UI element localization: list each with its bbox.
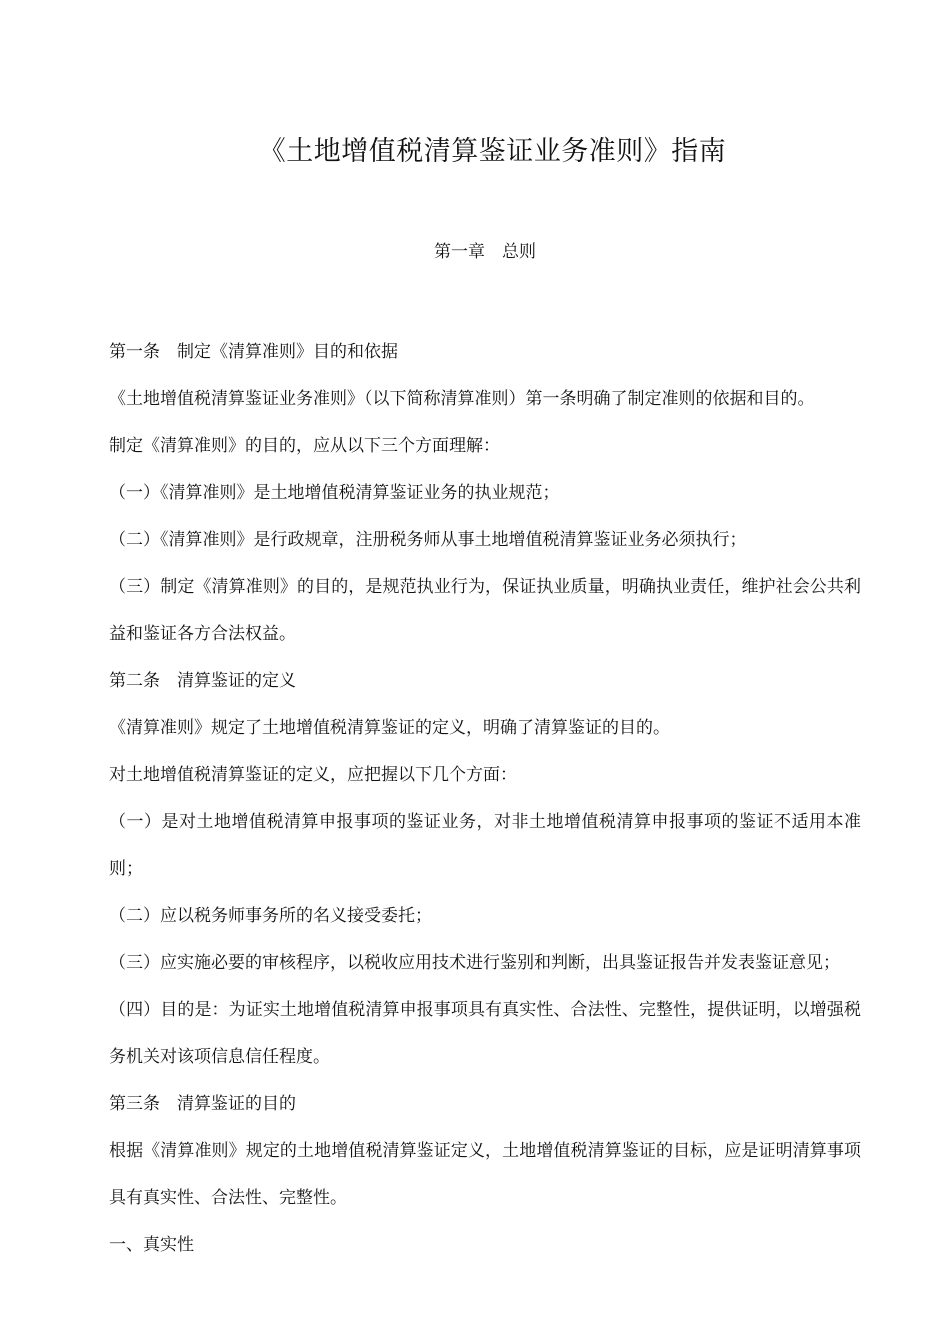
list-item: （三）应实施必要的审核程序，以税收应用技术进行鉴别和判断，出具鉴证报告并发表鉴证意见； [109,953,840,973]
paragraph: 根据《清算准则》规定的土地增值税清算鉴证定义，土地增值税清算鉴证的目标，应是证明清算事项具有真实性、合法性、完整性。 [109,1141,861,1208]
article-heading-1: 第一条 制定《清算准则》目的和依据 [109,342,398,362]
list-item: （一）《清算准则》是土地增值税清算鉴证业务的执业规范； [109,483,560,503]
document-title: 《土地增值税清算鉴证业务准则》指南 [258,136,727,167]
list-item: （二）《清算准则》是行政规章，注册税务师从事土地增值税清算鉴证业务必须执行； [109,530,747,550]
section-heading: 一、真实性 [109,1235,194,1255]
chapter-title: 第一章 总则 [434,242,536,262]
paragraph: 《清算准则》规定了土地增值税清算鉴证的定义，明确了清算鉴证的目的。 [109,718,670,738]
paragraph: 《土地增值税清算鉴证业务准则》（以下简称清算准则）第一条明确了制定准则的依据和目的。 [109,389,815,409]
list-item: （一）是对土地增值税清算申报事项的鉴证业务，对非土地增值税清算申报事项的鉴证不适用本准则； [109,812,861,879]
list-item: （二）应以税务师事务所的名义接受委托； [109,906,432,926]
list-item: （四）目的是：为证实土地增值税清算申报事项具有真实性、合法性、完整性，提供证明，以增强税务机关对该项信息信任程度。 [109,1000,861,1067]
document-body [109,329,861,1269]
list-item: （三）制定《清算准则》的目的，是规范执业行为，保证执业质量，明确执业责任，维护社会公共利益和鉴证各方合法权益。 [109,577,861,644]
paragraph: 制定《清算准则》的目的，应从以下三个方面理解： [109,436,500,456]
paragraph: 对土地增值税清算鉴证的定义，应把握以下几个方面： [109,765,517,785]
article-heading-3: 第三条 清算鉴证的目的 [109,1094,296,1114]
article-heading-2: 第二条 清算鉴证的定义 [109,671,296,691]
